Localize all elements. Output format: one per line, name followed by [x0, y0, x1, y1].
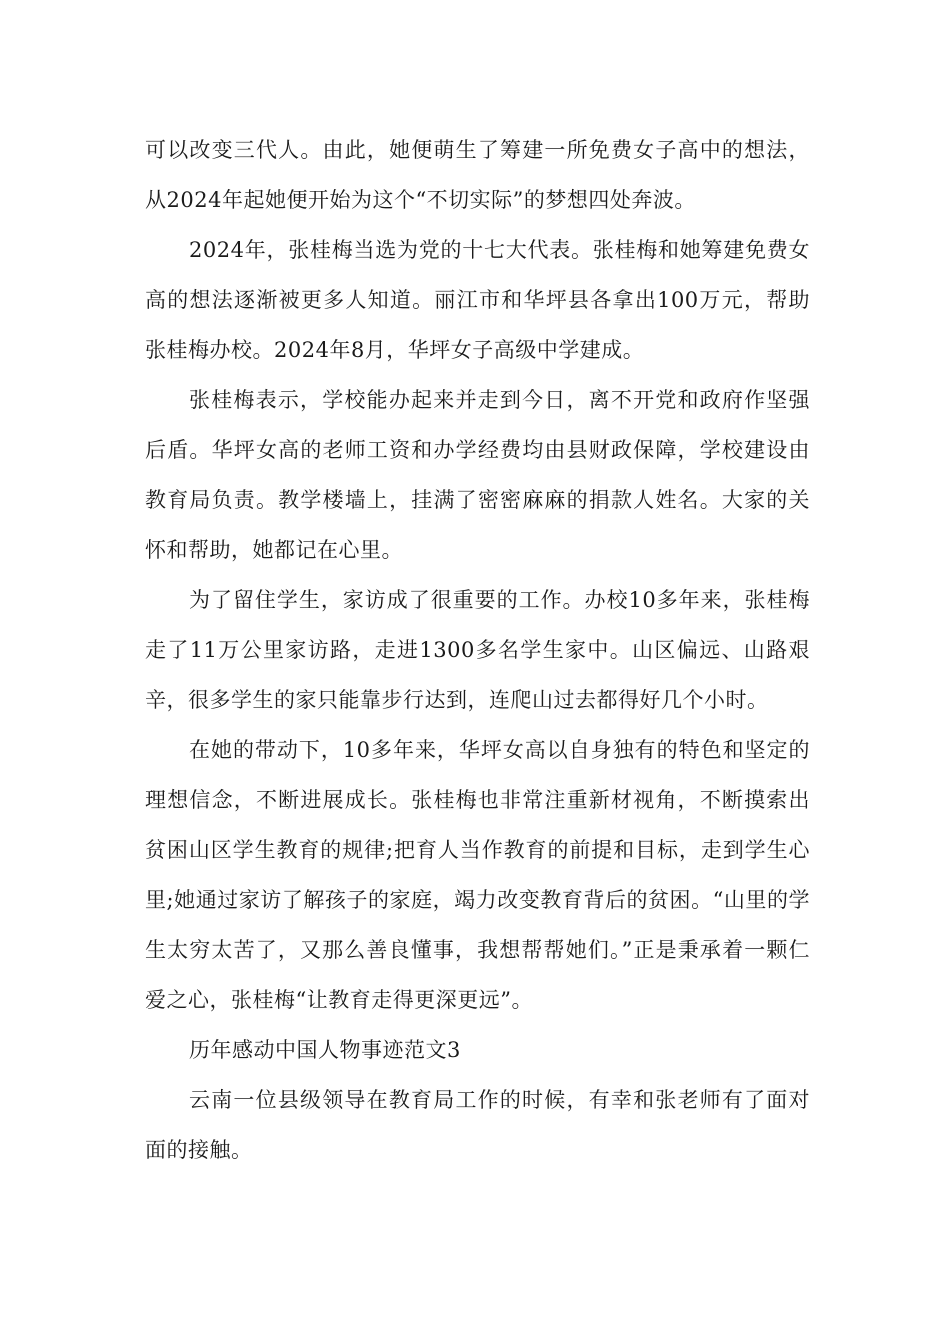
section-heading-text: 历年感动中国人物事迹范文3: [189, 1038, 461, 1062]
paragraph-5: 在她的带动下，10多年来，华坪女高以自身独有的特色和坚定的理想信念，不断进展成长。张桂梅也非常注重新材视角，不断摸索出贫困山区学生教育的规律;把育人当作教育的前提和目标，走到学生心里;她通过家访了解孩子的家庭，竭力改变教育背后的贫困。“山里的学生太穷太苦了，又那么善良懂事，我想帮帮她们。”正是秉承着一颗仁爱之心，张桂梅“让教育走得更深更远”。: [145, 738, 810, 1012]
section-heading: [145, 1025, 810, 1075]
closing-paragraph: 云南一位县级领导在教育局工作的时候，有幸和张老师有了面对面的接触。: [145, 1088, 810, 1162]
paragraph-2: 2024年，张桂梅当选为党的十七大代表。张桂梅和她筹建免费女高的想法逐渐被更多人知道。丽江市和华坪县各拿出100万元，帮助张桂梅办校。2024年8月，华坪女子高级中学建成。: [145, 238, 810, 362]
document-body: [145, 125, 810, 1175]
paragraph-4: 为了留住学生，家访成了很重要的工作。办校10多年来，张桂梅走了11万公里家访路，走进1300多名学生家中。山区偏远、山路艰辛，很多学生的家只能靠步行达到，连爬山过去都得好几个小时。: [145, 588, 810, 712]
paragraph-3: 张桂梅表示，学校能办起来并走到今日，离不开党和政府作坚强后盾。华坪女高的老师工资和办学经费均由县财政保障，学校建设由教育局负责。教学楼墙上，挂满了密密麻麻的捐款人姓名。大家的关怀和帮助，她都记在心里。: [145, 388, 810, 562]
paragraph-1: 可以改变三代人。由此，她便萌生了筹建一所免费女子高中的想法，从2024年起她便开始为这个“不切实际”的梦想四处奔波。: [145, 138, 810, 212]
